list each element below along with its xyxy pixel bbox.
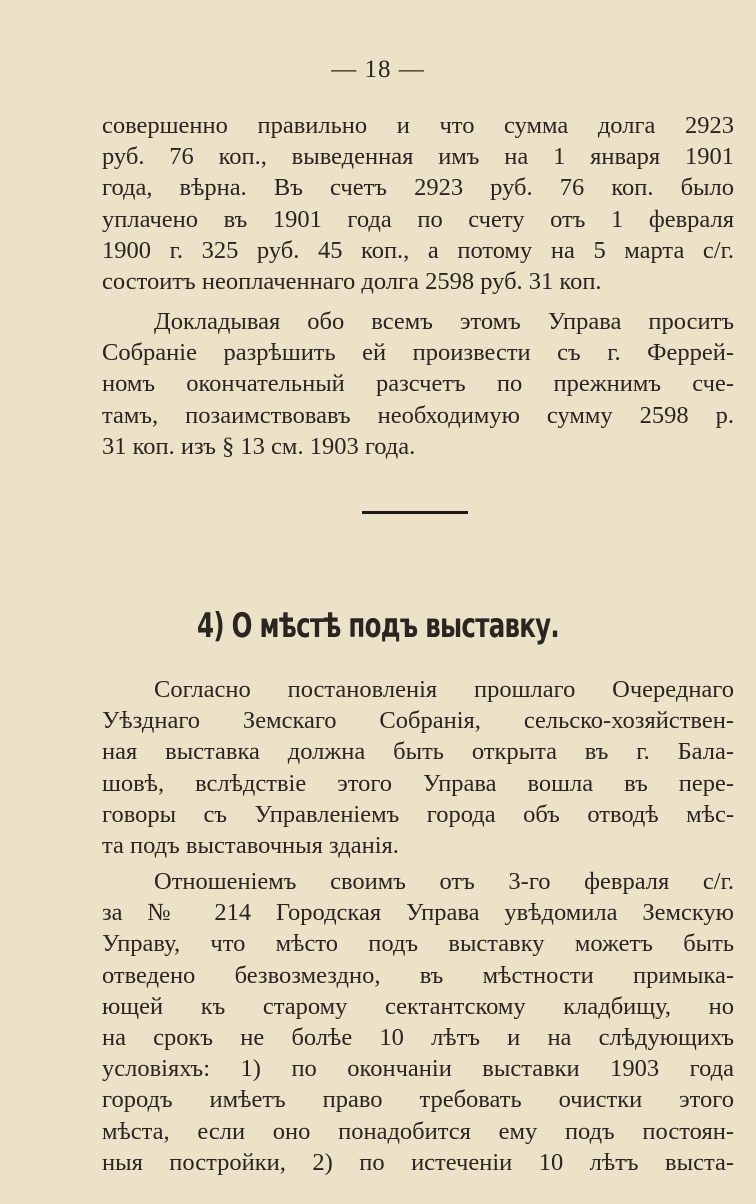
text-line: 1900 г. 325 руб. 45 коп., а потому на 5 марта с/г. [102, 236, 734, 264]
text-line: городъ имѣетъ право требовать очистки этого [102, 1086, 734, 1114]
paragraph-request [102, 306, 734, 462]
text-line: та подъ выставочныя зданія. [102, 831, 399, 859]
text-line: говоры съ Управленіемъ города объ отводѣ мѣс- [102, 800, 734, 828]
text-line: Управу, что мѣсто подъ выставку можетъ быть [102, 930, 734, 958]
text-line: отведено безвозмездно, въ мѣстности примыка- [102, 961, 734, 989]
text-line: ныя постройки, 2) по истеченіи 10 лѣтъ выста- [102, 1148, 734, 1176]
text-line: Отношеніемъ своимъ отъ 3-го февраля с/г. [154, 868, 734, 895]
text-line: мѣста, если оно понадобится ему подъ постоян- [102, 1117, 734, 1145]
section-divider [362, 511, 468, 514]
text-line: номъ окончательный разсчетъ по прежнимъ сче- [102, 370, 734, 398]
text-line: состоитъ неоплаченнаго долга 2598 руб. 31 коп. [102, 267, 602, 295]
text-line: условіяхъ: 1) по окончаніи выставки 1903 года [102, 1055, 734, 1083]
section-heading: 4) О мѣстѣ подъ выставку. [197, 606, 559, 646]
text-line: уплачено въ 1901 года по счету отъ 1 февраля [102, 205, 734, 233]
page-number: — 18 — [331, 56, 425, 83]
text-line: ющей къ старому сектантскому кладбищу, но [102, 992, 734, 1020]
text-line: руб. 76 коп., выведенная имъ на 1 января 1901 [102, 143, 734, 171]
text-line: Уѣзднаго Земскаго Собранія, сельско-хозяйствен- [102, 707, 734, 735]
paragraph-city-reply [102, 866, 734, 1178]
text-line: шовѣ, вслѣдствіе этого Управа вошла въ пере- [102, 769, 734, 797]
paragraph-debt [102, 110, 734, 297]
text-line: 31 коп. изъ § 13 см. 1903 года. [102, 432, 416, 460]
text-line: года, вѣрна. Въ счетъ 2923 руб. 76 коп. было [102, 174, 734, 202]
text-line: на срокъ не болѣе 10 лѣтъ и на слѣдующихъ [102, 1023, 734, 1051]
text-line: совершенно правильно и что сумма долга 2923 [102, 112, 734, 139]
paragraph-exhibition [102, 674, 734, 861]
text-line: за № 214 Городская Управа увѣдомила Земскую [102, 899, 734, 927]
text-line: Собраніе разрѣшить ей произвести съ г. Феррей- [102, 339, 734, 367]
text-line: тамъ, позаимствовавъ необходимую сумму 2598 р. [102, 401, 734, 429]
text-line: Согласно постановленія прошлаго Очереднаго [154, 676, 734, 703]
text-line: Докладывая обо всемъ этомъ Управа проситъ [154, 308, 734, 335]
text-line: ная выставка должна быть открыта въ г. Бала- [102, 738, 734, 766]
